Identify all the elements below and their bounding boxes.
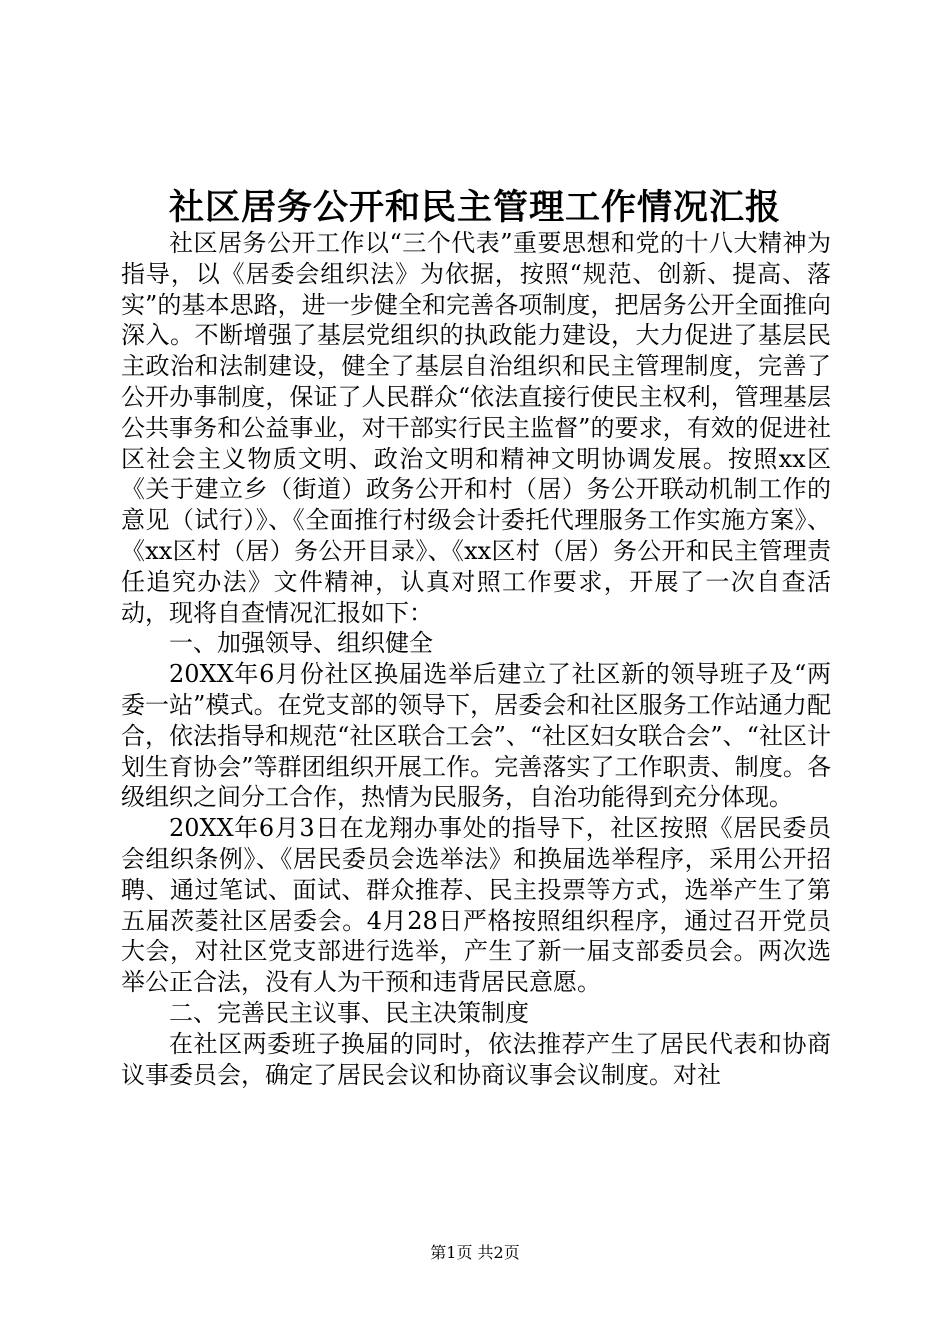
section-heading-1: 一、加强领导、组织健全: [169, 629, 433, 658]
paragraph-section1-b: 20XX年6月3日在龙翔办事处的指导下，社区按照《居民委员会组织条例》、《居民委员会选举法》和换届选举程序，采用公开招聘、通过笔试、面试、群众推荐、民主投票等方式，选举产生了第五届茨菱社区居委会。4月28日严格按照组织程序，通过召开党员大会，对社区党支部进行选举，产生了新一届支部委员会。两次选举公正合法，没有人为干预和违背居民意愿。: [121, 814, 831, 997]
document-body: [121, 228, 831, 1090]
paragraph-section1-a: 20XX年6月份社区换届选举后建立了社区新的领导班子及“两委一站”模式。在党支部的领导下，居委会和社区服务工作站通力配合，依法指导和规范“社区联合工会”、“社区妇女联合会”、“社区计划生育协会”等群团组织开展工作。完善落实了工作职责、制度。各级组织之间分工合作，热情为民服务，自治功能得到充分体现。: [121, 660, 831, 812]
section-heading-2: 二、完善民主议事、民主决策制度: [169, 998, 529, 1027]
paragraph-intro: 社区居务公开工作以“三个代表”重要思想和党的十八大精神为指导，以《居委会组织法》为依据，按照“规范、创新、提高、落实”的基本思路，进一步健全和完善各项制度，把居务公开全面推向深入。不断增强了基层党组织的执政能力建设，大力促进了基层民主政治和法制建设，健全了基层自治组织和民主管理制度，完善了公开办事制度，保证了人民群众“依法直接行使民主权利，管理基层公共事务和公益事业，对干部实行民主监督”的要求，有效的促进社区社会主义物质文明、政治文明和精神文明协调发展。按照xx区《关于建立乡（街道）政务公开和村（居）务公开联动机制工作的意见（试行）》、《全面推行村级会计委托代理服务工作实施方案》、《xx区村（居）务公开目录》、《xx区村（居）务公开和民主管理责任追究办法》文件精神，认真对照工作要求，开展了一次自查活动，现将自查情况汇报如下：: [121, 229, 831, 627]
document-title: 社区居务公开和民主管理工作情况汇报: [168, 187, 781, 228]
paragraph-section2-a: 在社区两委班子换届的同时，依法推荐产生了居民代表和协商议事委员会，确定了居民会议和协商议事会议制度。对社: [121, 1029, 831, 1089]
page-number-footer: 第1页 共2页: [430, 1243, 520, 1262]
